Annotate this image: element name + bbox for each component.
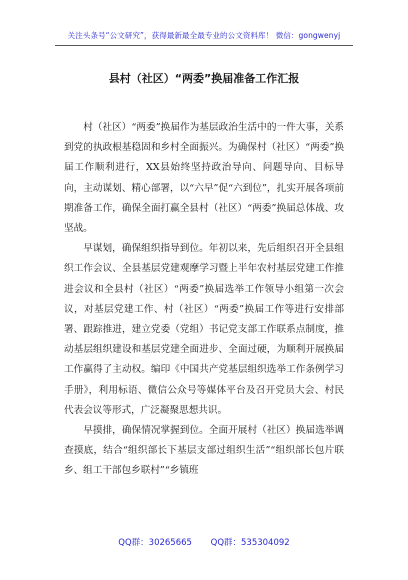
header-divider [55,45,353,46]
body-paragraph: 早摸排，确保情况掌握到位。全面开展村（社区）换届选举调查摸底，结合“组织部长下基层支部过组织生活”“组织部长包片联乡、组工干部包乡联村”“乡镇班 [64,425,344,477]
body-paragraph: 村（社区）“两委”换届作为基层政治生活中的一件大事，关系到党的执政根基稳固和乡村全面振兴。为确保村（社区）“两委”换届工作顺利进行，XX县始终坚持政治导向、问题导向、目标导向，主动谋划、精心部署，以“六早”促“六到位”，扎实开展各项前期准备工作，确保全面打赢全县村（社区）“两委”换届总体战、攻坚战。 [64,122,344,235]
body-paragraph: 早谋划，确保组织指导到位。年初以来，先后组织召开全县组织工作会议、全县基层党建观摩学习暨上半年农村基层党建工作推进会议和全县村（社区）“两委”换届选举工作领导小组第一次会议，对基层党建工作、村（社区）“两委”换届工作等进行安排部署、跟踪推进，建立党委（党组）书记党支部工作联系点制度，推动基层组织建设和基层党建全面进步、全面过硬，为顺利开展换届工作赢得了主动权。编印《中国共产党基层组织选举工作条例学习手册》，利用标语、微信公众号等媒体平台及召开党员大会、村民代表会议等形式，广泛凝聚思想共识。 [64,243,344,416]
document-body [64,118,344,482]
document-title: 县村（社区）“两委”换届准备工作汇报 [108,72,300,85]
footer-contact [0,536,408,548]
footer-qq-group-2: QQ群：535304092 [210,538,290,548]
footer-qq-group-1: QQ群：30265665 [118,538,192,548]
header-banner: 关注头条号“公文研究”，获得最新最全最专业的公文资料库！ 微信：gongwenyj [67,31,341,40]
